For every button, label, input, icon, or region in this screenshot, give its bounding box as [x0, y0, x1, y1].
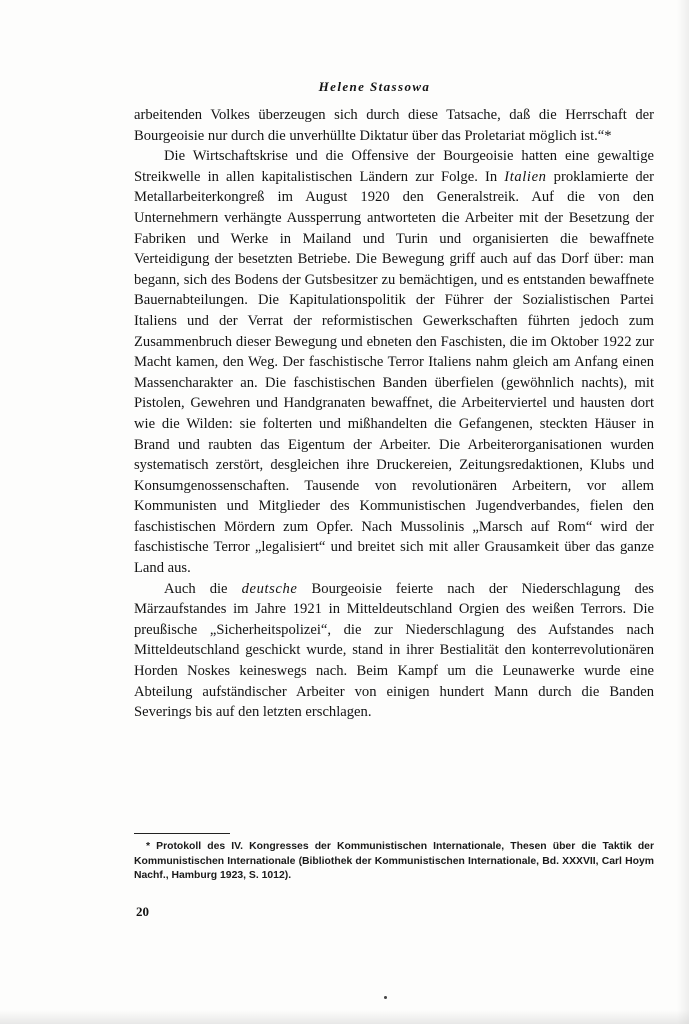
page-bottom-shadow	[0, 1010, 689, 1024]
emphasized-text: Italien	[504, 168, 547, 185]
text-run: proklamierte der Metallarbeiterkongreß im August 1920 den Generalstreik. Auf die von den Unternehmern verhängte Aussperrung antworteten die Arbeiter mit der Besetzung der Fabriken und Werke in Mailand und Turin und organisierten die bewaffnete Verteidigung der besetzten Betriebe. Die Bewegung griff auch auf das Dorf über: man begann, sich des Bodens der Gutsbesitzer zu bemächtigen, und es entstanden bewaffnete Bauernabteilungen. Die Kapitulationspolitik der Führer der Sozialistischen Partei Italiens und der Verrat der reformistischen Gewerkschaften führten jedoch zum Zusammenbruch dieser Bewegung und ebneten den Faschisten, die im Oktober 1922 zur Macht kamen, den Weg. Der faschistische Terror Italiens nahm gleich am Anfang einen Massencharakter an. Die faschistischen Banden überfielen (gewöhnlich nachts), mit Pistolen, Gewehren und Handgranaten bewaffnet, die Arbeiterviertel und hausten dort wie die Wilden: sie folterten und mißhandelten die Gefangenen, steckten Häuser in Brand und raubten das Eigentum der Arbeiter. Die Arbeiterorganisationen wurden systematisch zerstört, desgleichen ihre Druckereien, Zeitungsredaktionen, Klubs und Konsumgenossenschaften. Tausende von revolutionären Arbeitern, vor allem Kommunisten und Mitglieder des Kommunistischen Jugendverbandes, fielen den faschistischen Mördern zum Opfer. Nach Mussolinis „Marsch auf Rom“ wird der faschistische Terror „legalisiert“ und breitet sich mit aller Grausamkeit über das ganze Land aus.	[134, 168, 654, 577]
print-speck	[384, 996, 387, 999]
paragraph	[134, 146, 654, 578]
paragraph	[134, 105, 654, 146]
text-run: arbeitenden Volkes überzeugen sich durch diese Tatsache, daß die Herrschaft der Bourgeoisie nur durch die unverhüllte Diktatur über das Proletariat möglich ist.“*	[134, 107, 654, 144]
paragraph	[134, 579, 654, 723]
text-run: Die Wirtschaftskrise und die Offensive der Bourgeoisie hatten eine gewaltige Streikwelle in allen kapitalistischen Ländern zur Folge. In	[134, 148, 654, 185]
text-run: Auch die	[164, 580, 242, 597]
emphasized-text: deutsche	[241, 580, 298, 597]
body-text	[134, 105, 654, 723]
running-head: Helene Stassowa	[318, 79, 431, 94]
page-edge-shadow	[677, 0, 689, 1024]
page-number: 20	[136, 904, 149, 919]
footnote-rule	[134, 833, 230, 834]
text-run: Bourgeoisie feierte nach der Niederschlagung des Märzaufstandes im Jahre 1921 in Mitteldeutschland Orgien des weißen Terrors. Die preußische „Sicherheitspolizei“, die zur Niederschlagung des Aufstandes nach Mitteldeutschland geschickt wurde, stand in ihrer Bestialität den konterrevolutionären Horden Noskes keineswegs nach. Beim Kampf um die Leunawerke wurde eine Abteilung aufständischer Arbeiter von einigen hundert Mann durch die Banden Severings bis auf den letzten erschlagen.	[134, 580, 654, 721]
footnote: * Protokoll des IV. Kongresses der Kommunistischen Internationale, Thesen über die Taktik der Kommunistischen Internationale (Bibliothek der Kommunistischen Internationale, Bd. XXXVII, Carl Hoym Nachf., Hamburg 1923, S. 1012).	[134, 841, 654, 882]
